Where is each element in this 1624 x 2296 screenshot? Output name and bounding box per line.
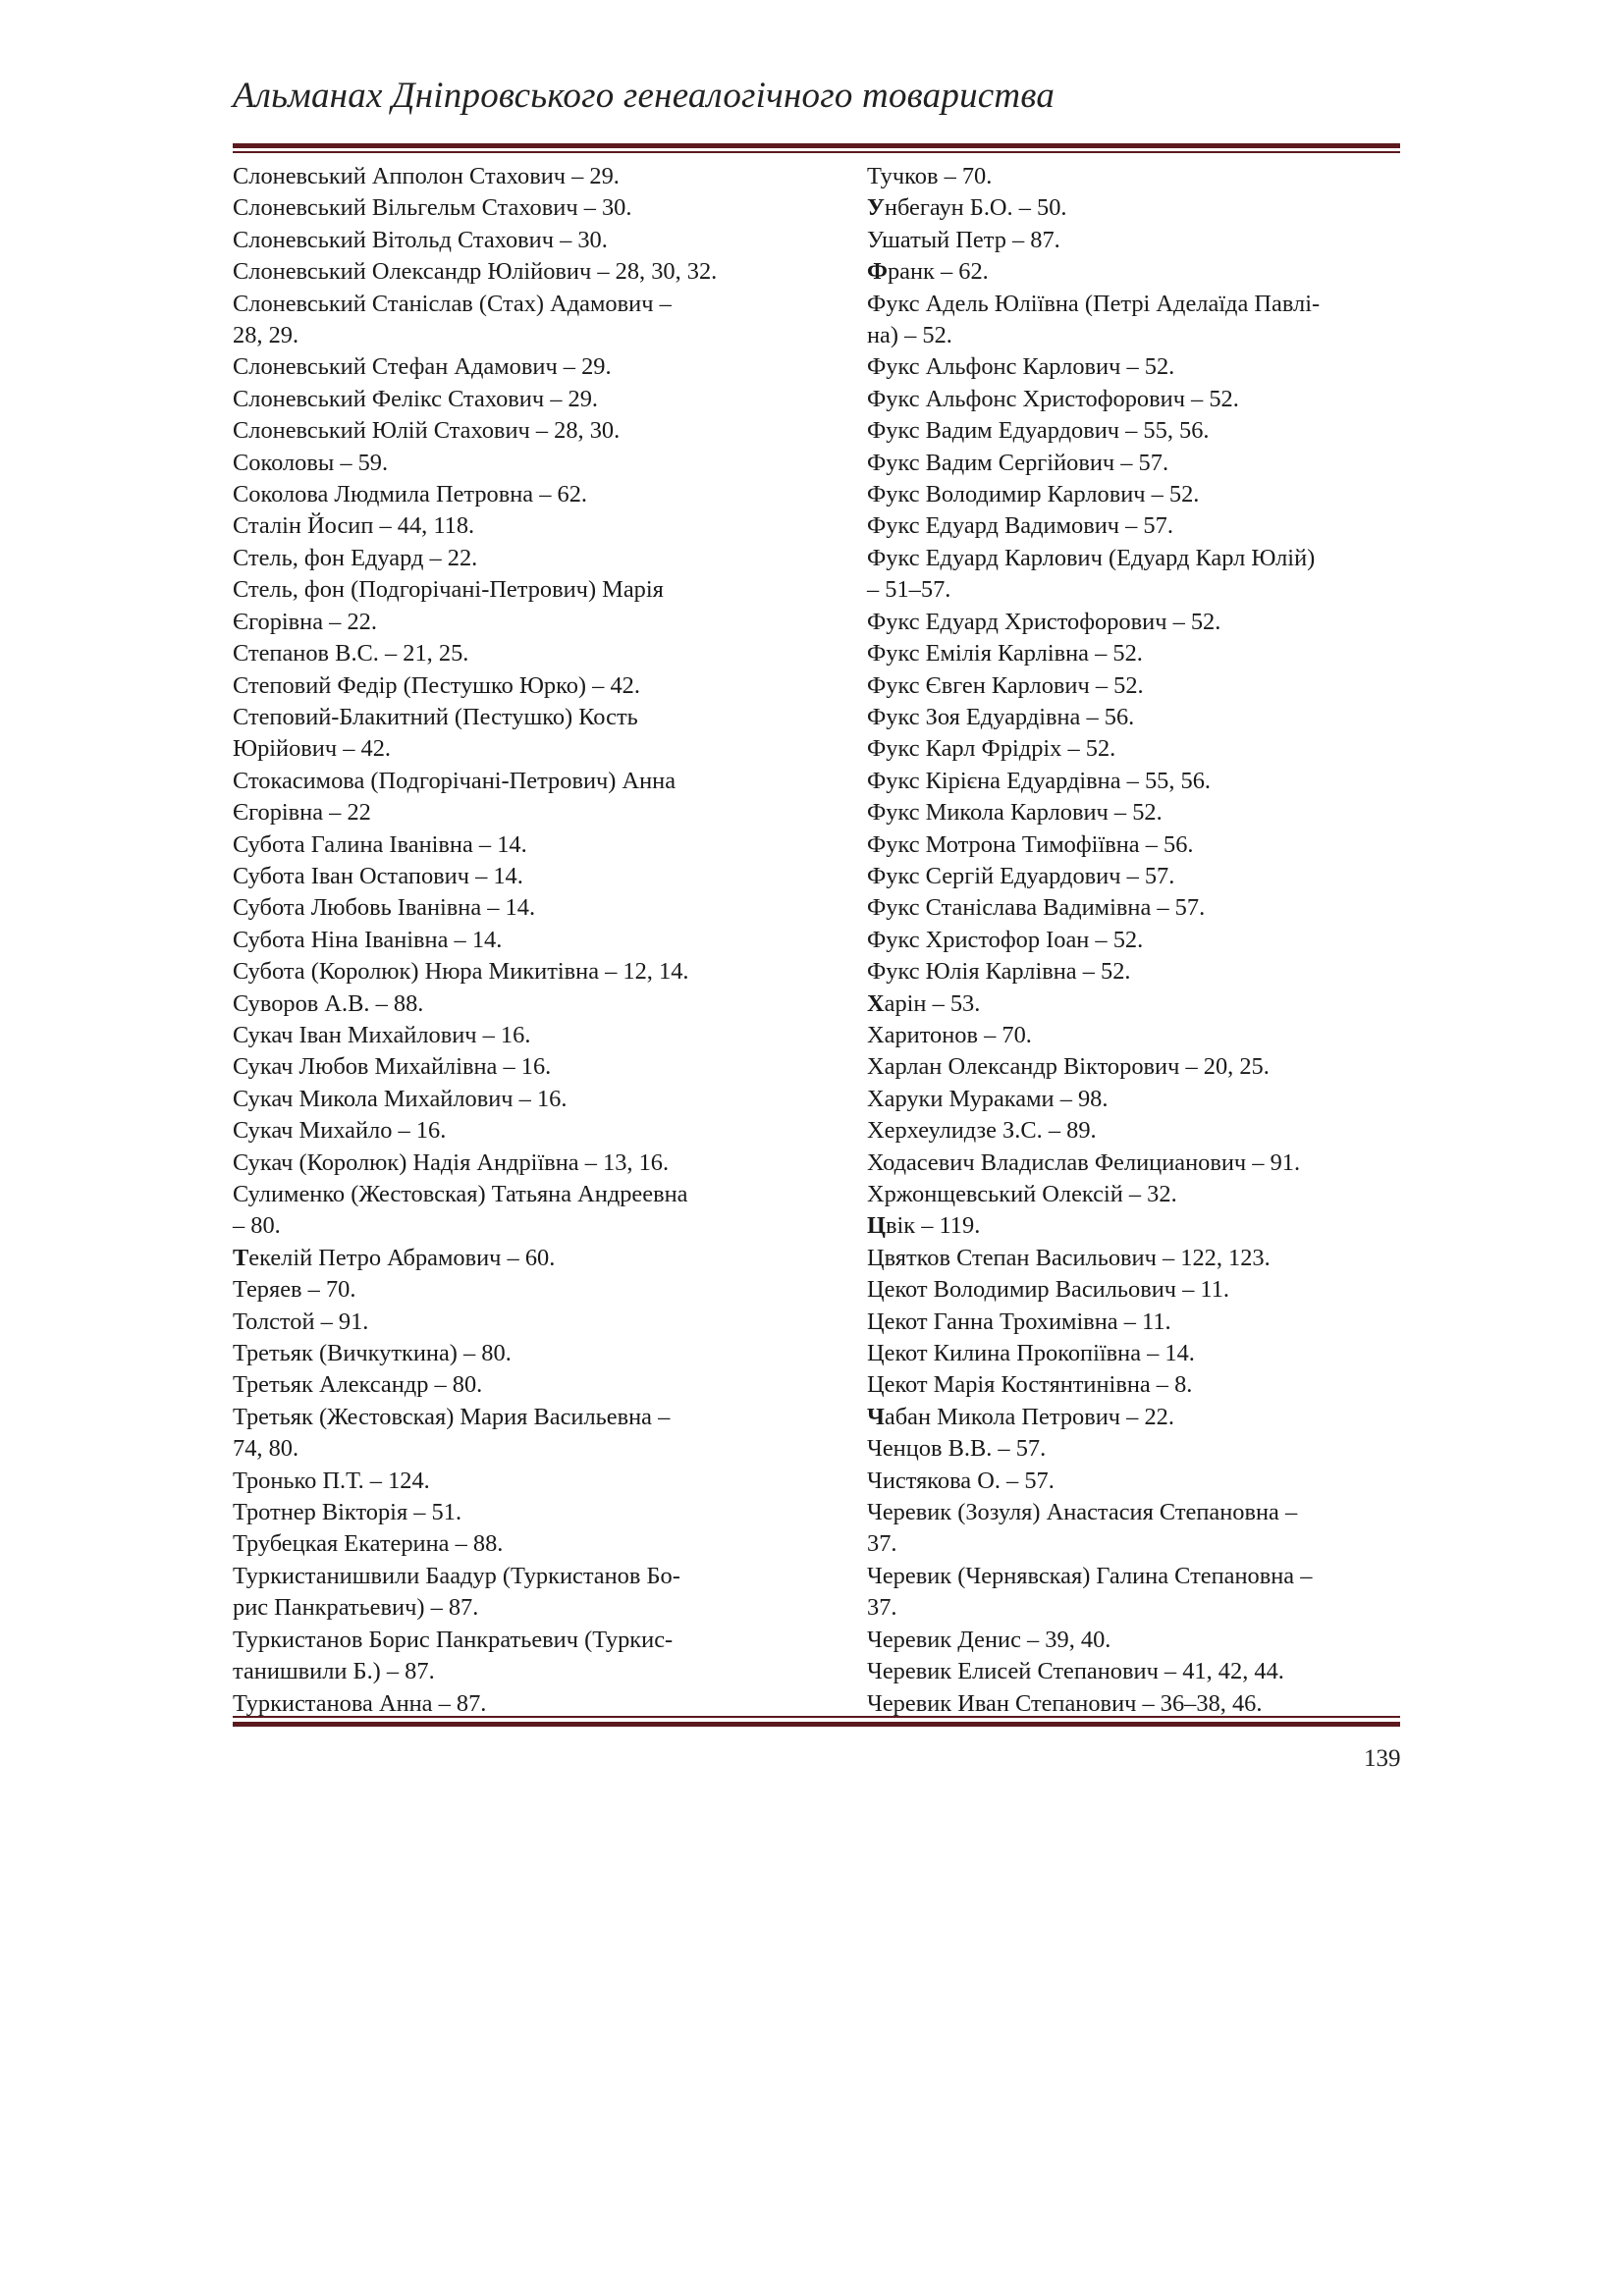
index-entry-text: Фукс Альфонс Карлович – 52. [867,353,1175,381]
index-column-right [867,161,1400,1720]
index-entry-text: Юрійович – 42. [233,735,392,763]
index-entry [867,670,1400,702]
index-entry-text: Стокасимова (Подгорічані-Петрович) Анна [233,767,677,794]
index-entry [867,892,1400,924]
index-entry [867,766,1400,797]
index-entry [867,1561,1400,1592]
index-entry [233,956,779,988]
index-entry [233,733,779,765]
index-entry [233,1561,779,1592]
index-entry-text: Фукс Сергій Едуардович – 57. [867,862,1175,889]
index-entry-text: Слоневський Фелікс Стахович – 29. [233,385,599,412]
index-entry-text: Ушатый Петр – 87. [867,226,1060,253]
index-entry [233,1274,779,1306]
footer-rule-thick [233,1722,1400,1727]
index-entry-text: Сукач Любов Михайлівна – 16. [233,1053,552,1081]
index-entry [233,1210,779,1242]
index-entry-text: Фукс Кірієна Едуардівна – 55, 56. [867,767,1212,794]
index-entry [867,1148,1400,1179]
index-entry [867,1402,1400,1433]
index-entry-text: – 51–57. [867,576,951,604]
index-entry [233,320,779,351]
index-entry-text: Черевик Иван Степанович – 36–38, 46. [867,1689,1263,1717]
index-entry-text: Слоневський Апполон Стахович – 29. [233,163,620,189]
header-rule-thick [233,143,1400,148]
index-entry [867,1243,1400,1274]
index-entry-text: Сулименко (Жестовская) Татьяна Андреевна [233,1181,688,1207]
index-entry [233,797,779,828]
index-entry-text: Степовий Федір (Пестушко Юрко) – 42. [233,671,640,699]
letter-section-initial: Ц [867,1212,886,1240]
index-entry-text: Тронько П.Т. – 124. [233,1467,430,1494]
index-entry [867,225,1400,256]
index-entry [867,1338,1400,1369]
index-entry [867,1592,1400,1624]
index-entry-text: Фукс Едуард Карлович (Едуард Карл Юлій) [867,544,1316,571]
index-entry [233,892,779,924]
index-entry-text: Теряев – 70. [233,1276,356,1304]
index-entry-text: Слоневський Станіслав (Стах) Адамович – [233,290,672,317]
index-entry-text: Фукс Карл Фрідріх – 52. [867,735,1116,763]
index-entry [233,256,779,288]
index-entry-text: Третьяк (Жестовская) Мария Васильевна – [233,1403,671,1430]
index-entry-text: Слоневський Стефан Адамович – 29. [233,353,612,381]
index-entry [867,638,1400,669]
index-entry-text: Ченцов В.В. – 57. [867,1435,1047,1463]
index-entry [867,702,1400,733]
index-entry-text: Туркистанишвили Баадур (Туркистанов Бо- [233,1562,680,1589]
index-entry-text: Третьяк Александр – 80. [233,1371,483,1399]
index-entry-text: абан Микола Петрович – 22. [884,1403,1174,1430]
index-entry [867,1115,1400,1147]
index-entry-text: Фукс Станіслава Вадимівна – 57. [867,894,1206,922]
index-entry [233,225,779,256]
index-entry-text: Черевик (Зозуля) Анастасия Степановна – [867,1499,1298,1526]
index-entry-text: Фукс Володимир Карлович – 52. [867,481,1200,508]
index-entry-text: Соколова Людмила Петровна – 62. [233,481,588,508]
index-entry [867,384,1400,415]
index-entry [233,415,779,447]
index-entry [867,1656,1400,1687]
letter-section-initial: Т [233,1244,249,1271]
index-entry [867,607,1400,638]
index-entry [867,161,1400,192]
index-entry-text: на) – 52. [867,322,952,349]
index-entry-text: Туркистанова Анна – 87. [233,1689,487,1717]
index-entry [233,384,779,415]
letter-section-initial: Ч [867,1403,885,1430]
index-entry [867,1528,1400,1560]
index-entry [867,829,1400,861]
index-entry [233,1592,779,1624]
index-entry-text: Суворов А.В. – 88. [233,989,424,1017]
index-entry-text: Сукач Михайло – 16. [233,1117,447,1145]
index-entry [867,1497,1400,1528]
index-entry-text: танишвили Б.) – 87. [233,1658,435,1685]
index-entry [233,1369,779,1401]
index-entry-text: Соколовы – 59. [233,449,389,476]
index-entry-text: Слоневський Вітольд Стахович – 30. [233,226,608,253]
index-entry [233,1402,779,1433]
index-entry-text: Фукс Юлія Карлівна – 52. [867,958,1131,986]
index-entry [233,1051,779,1083]
index-entry [867,1369,1400,1401]
index-entry [233,1625,779,1656]
index-entry [233,1497,779,1528]
index-entry-text: 37. [867,1594,897,1622]
index-entry [867,415,1400,447]
index-entry-text: Фукс Мотрона Тимофіївна – 56. [867,830,1194,858]
index-entry [867,1466,1400,1497]
index-entry-text: Харлан Олександр Вікторович – 20, 25. [867,1053,1270,1081]
index-entry [867,574,1400,606]
index-entry [867,733,1400,765]
index-entry-text: Фукс Євген Карлович – 52. [867,671,1144,699]
index-entry [867,510,1400,542]
index-entry-text: Туркистанов Борис Панкратьевич (Туркис- [233,1626,674,1653]
index-entry [867,925,1400,956]
index-entry-text: Степанов В.С. – 21, 25. [233,640,469,667]
index-entry [867,1084,1400,1115]
index-entry [233,543,779,574]
page-number: 139 [1364,1745,1401,1772]
index-entry [233,192,779,224]
index-entry-text: рис Панкратьевич) – 87. [233,1594,479,1622]
index-entry-text: Херхеулидзе З.С. – 89. [867,1117,1097,1145]
index-entry-text: Єгорівна – 22. [233,608,377,635]
index-entry-text: ранк – 62. [887,258,989,286]
index-entry [867,543,1400,574]
index-entry-text: Тучков – 70. [867,163,993,189]
index-entry [233,925,779,956]
running-title: Альманах Дніпровського генеалогічного товариства [233,76,1056,116]
index-entry-text: Субота Іван Остапович – 14. [233,862,523,889]
index-entry [233,1433,779,1465]
index-entry-text: Сталін Йосип – 44, 118. [233,512,475,540]
index-entry [867,479,1400,510]
index-entry-text: Цекот Килина Прокопіївна – 14. [867,1340,1195,1367]
index-entry-text: Черевик (Чернявская) Галина Степановна – [867,1562,1313,1589]
footer-rule-thin [233,1716,1400,1718]
index-entry-text: Стель, фон Едуард – 22. [233,544,478,571]
index-entry-text: – 80. [233,1212,281,1240]
index-entry-text: Цекот Ганна Трохимівна – 11. [867,1308,1171,1335]
index-entry [233,351,779,383]
index-entry [867,1020,1400,1051]
index-entry [867,797,1400,828]
index-entry-text: Харуки Мураками – 98. [867,1085,1109,1112]
index-entry-text: Степовий-Блакитний (Пестушко) Кость [233,703,638,730]
letter-section-initial: Ф [867,258,888,286]
index-entry-text: Хржонщевський Олексій – 32. [867,1181,1177,1207]
index-entry [233,510,779,542]
index-entry [233,1466,779,1497]
index-entry [867,351,1400,383]
index-entry [867,1433,1400,1465]
index-column-left [233,161,779,1720]
index-entry [233,289,779,320]
index-entry-text: Фукс Едуард Вадимович – 57. [867,512,1173,540]
index-entry [867,320,1400,351]
index-entry-text: Черевик Елисей Степанович – 41, 42, 44. [867,1658,1284,1685]
index-entry-text: Фукс Адель Юліївна (Петрі Аделаїда Павлі- [867,290,1321,317]
index-entry [233,702,779,733]
index-entry [233,1528,779,1560]
index-entry-text: Третьяк (Вичкуткина) – 80. [233,1340,512,1367]
index-entry [233,1338,779,1369]
index-entry-text: Субота Галина Іванівна – 14. [233,830,527,858]
index-entry-text: екелій Петро Абрамович – 60. [248,1244,556,1271]
letter-section-initial: У [867,194,885,222]
index-entry-text: Субота (Королюк) Нюра Микитівна – 12, 14. [233,958,689,986]
index-entry-text: Фукс Зоя Едуардівна – 56. [867,703,1135,730]
index-entry-text: Толстой – 91. [233,1308,369,1335]
index-entry [867,289,1400,320]
index-entry [867,1274,1400,1306]
index-entry-text: 37. [867,1530,897,1558]
index-entry [233,861,779,892]
index-entry [233,479,779,510]
index-entry [867,956,1400,988]
index-entry [233,574,779,606]
index-entry-text: 28, 29. [233,322,299,349]
index-entry [867,988,1400,1020]
index-entry-text: Сукач (Королюк) Надія Андріївна – 13, 16. [233,1148,670,1176]
index-entry [233,448,779,479]
index-entry-text: Фукс Альфонс Христофорович – 52. [867,385,1239,412]
index-entry-text: Фукс Вадим Сергійович – 57. [867,449,1169,476]
header-rule-thin [233,151,1400,153]
index-entry [233,670,779,702]
index-entry [867,1307,1400,1338]
index-entry [233,161,779,192]
index-entry [233,1243,779,1274]
index-entry-text: Тротнер Вікторія – 51. [233,1499,462,1526]
index-entry-text: Фукс Вадим Едуардович – 55, 56. [867,417,1210,445]
index-entry-text: нбегаун Б.О. – 50. [884,194,1067,222]
index-entry-text: арін – 53. [884,989,981,1017]
index-entry [867,861,1400,892]
index-entry-text: Цвятков Степан Васильович – 122, 123. [867,1244,1271,1271]
index-entry-text: Фукс Едуард Христофорович – 52. [867,608,1221,635]
index-entry-text: Слоневський Олександр Юлійович – 28, 30, 32. [233,258,718,286]
index-entry-text: Стель, фон (Подгорічані-Петрович) Марія [233,576,664,604]
index-entry [867,1179,1400,1210]
index-entry [233,638,779,669]
index-entry [233,607,779,638]
index-entry-text: Цекот Володимир Васильович – 11. [867,1276,1230,1304]
index-entry-text: Сукач Іван Михайлович – 16. [233,1021,531,1048]
index-entry [233,1656,779,1687]
index-entry-text: Єгорівна – 22 [233,799,371,827]
index-entry-text: Фукс Емілія Карлівна – 52. [867,640,1143,667]
index-entry-text: Субота Ніна Іванівна – 14. [233,926,503,953]
index-entry-text: Слоневський Юлій Стахович – 28, 30. [233,417,621,445]
index-entry-text: Сукач Микола Михайлович – 16. [233,1085,568,1112]
index-entry [233,766,779,797]
index-entry [867,1625,1400,1656]
index-entry [233,1148,779,1179]
index-entry [233,1307,779,1338]
index-entry [867,1210,1400,1242]
index-entry [233,1084,779,1115]
index-entry-text: вік – 119. [885,1212,981,1240]
index-entry [867,256,1400,288]
index-entry [867,448,1400,479]
index-entry-text: Фукс Христофор Іоан – 52. [867,926,1144,953]
index-entry-text: Харитонов – 70. [867,1021,1032,1048]
index-entry [867,192,1400,224]
index-entry-text: Чистякова О. – 57. [867,1467,1055,1494]
index-entry-text: Слоневський Вільгельм Стахович – 30. [233,194,632,222]
index-entry [233,988,779,1020]
index-entry-text: Трубецкая Екатерина – 88. [233,1530,504,1558]
index-entry [233,1179,779,1210]
index-entry-text: Цекот Марія Костянтинівна – 8. [867,1371,1193,1399]
index-entry [233,829,779,861]
index-entry [867,1051,1400,1083]
index-entry [233,1020,779,1051]
letter-section-initial: Х [867,989,885,1017]
index-entry [233,1115,779,1147]
index-entry-text: Черевик Денис – 39, 40. [867,1626,1111,1653]
index-entry-text: Субота Любовь Іванівна – 14. [233,894,536,922]
index-entry-text: 74, 80. [233,1435,299,1463]
index-entry-text: Фукс Микола Карлович – 52. [867,799,1163,827]
index-entry-text: Ходасевич Владислав Фелицианович – 91. [867,1148,1301,1176]
